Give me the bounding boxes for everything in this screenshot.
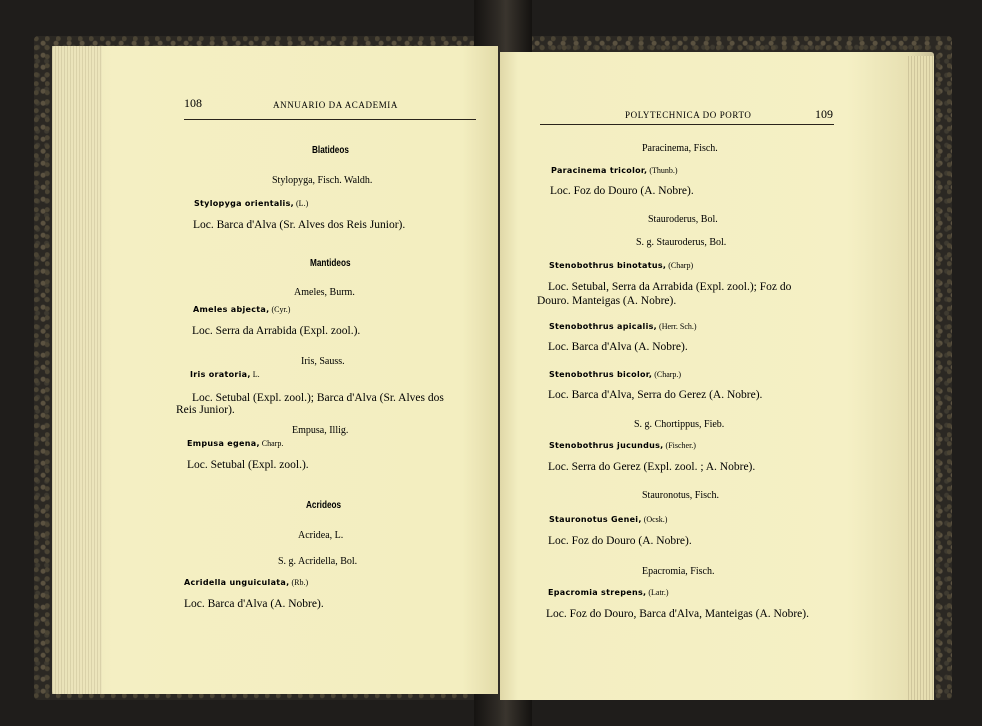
species-entry: [549, 441, 696, 450]
species-author: (Cyr.): [271, 305, 291, 314]
genus-heading: Paracinema, Fisch.: [642, 143, 718, 154]
species-name: Acridella unguiculata,: [184, 578, 290, 587]
species-author: (Charp): [668, 261, 694, 270]
locality-line: Douro. Manteigas (A. Nobre).: [537, 295, 677, 307]
genus-heading: Ameles, Burm.: [294, 287, 355, 298]
genus-heading: Stauroderus, Bol.: [648, 214, 718, 225]
species-author: Charp.: [261, 439, 284, 448]
species-name: Empusa egena,: [187, 439, 260, 448]
species-author: (Fischer.): [665, 441, 696, 450]
family-heading: Blatideos: [312, 145, 349, 156]
genus-heading: Stauronotus, Fisch.: [642, 490, 719, 501]
genus-heading: Empusa, Illig.: [292, 425, 349, 436]
species-author: (Herr. Sch.): [659, 322, 697, 331]
page-number-left: 108: [184, 96, 202, 110]
species-entry: [549, 322, 697, 331]
genus-heading: S. g. Stauroderus, Bol.: [636, 237, 727, 248]
running-head-right: POLYTECHNICA DO PORTO: [625, 110, 752, 120]
species-name: Stenobothrus apicalis,: [549, 322, 658, 331]
species-name: Stenobothrus jucundus,: [549, 441, 664, 450]
running-head-left: ANNUARIO DA ACADEMIA: [273, 100, 399, 110]
locality-line: Loc. Setubal, Serra da Arrabida (Expl. zool.); Foz do: [548, 281, 792, 293]
species-author: (L.): [296, 199, 309, 208]
species-entry: [548, 588, 669, 597]
header-rule-left: [184, 119, 476, 120]
locality-line: Loc. Foz do Douro, Barca d'Alva, Manteigas (A. Nobre).: [546, 608, 809, 620]
genus-heading: S. g. Acridella, Bol.: [278, 556, 358, 567]
genus-heading: Iris, Sauss.: [301, 356, 345, 367]
genus-heading: Stylopyga, Fisch. Waldh.: [272, 175, 373, 186]
locality-line: Loc. Barca d'Alva (A. Nobre).: [184, 598, 324, 610]
species-author: L.: [252, 370, 260, 379]
locality-line: Loc. Barca d'Alva, Serra do Gerez (A. Nobre).: [548, 389, 763, 401]
genus-heading: Acridea, L.: [298, 530, 344, 541]
locality-line: Loc. Setubal (Expl. zool.); Barca d'Alva (Sr. Alves dos: [192, 392, 444, 404]
species-entry: [549, 261, 693, 270]
genus-heading: Epacromia, Fisch.: [642, 566, 715, 577]
species-author: (Ocsk.): [643, 515, 668, 524]
species-entry: [187, 439, 283, 448]
species-name: Epacromia strepens,: [548, 588, 647, 597]
species-author: (Rb.): [291, 578, 309, 587]
species-name: Ameles abjecta,: [193, 305, 270, 314]
locality-line: Loc. Barca d'Alva (Sr. Alves dos Reis Junior).: [193, 219, 406, 231]
species-name: Stenobothrus bicolor,: [549, 370, 653, 379]
species-name: Iris oratoria,: [190, 370, 251, 379]
family-heading: Mantideos: [310, 258, 351, 269]
species-entry: [190, 370, 260, 379]
species-name: Paracinema tricolor,: [551, 166, 648, 175]
species-author: (Thunb.): [649, 166, 678, 175]
species-entry: [549, 515, 667, 524]
locality-line: Loc. Setubal (Expl. zool.).: [187, 459, 309, 471]
family-heading: Acrideos: [306, 500, 342, 511]
right-page-edges: [908, 56, 934, 700]
left-page-edges: [52, 46, 102, 694]
header-rule-right: [540, 124, 834, 125]
locality-line: Loc. Serra do Gerez (Expl. zool. ; A. Nobre).: [548, 461, 756, 473]
species-author: (Charp.): [654, 370, 682, 379]
locality-line: Reis Junior).: [176, 404, 235, 416]
locality-line: Loc. Barca d'Alva (A. Nobre).: [548, 341, 688, 353]
page-number-right: 109: [815, 107, 833, 121]
genus-heading: S. g. Chortippus, Fieb.: [634, 419, 725, 430]
species-name: Stenobothrus binotatus,: [549, 261, 667, 270]
species-name: Stauronotus Genei,: [549, 515, 642, 524]
locality-line: Loc. Serra da Arrabida (Expl. zool.).: [192, 325, 361, 337]
species-entry: [193, 305, 290, 314]
locality-line: Loc. Foz do Douro (A. Nobre).: [550, 185, 694, 197]
species-entry: [184, 578, 308, 587]
species-entry: [194, 199, 308, 208]
locality-line: Loc. Foz do Douro (A. Nobre).: [548, 535, 692, 547]
species-name: Stylopyga orientalis,: [194, 199, 295, 208]
left-page: [52, 46, 498, 694]
species-entry: [551, 166, 678, 175]
species-author: (Latr.): [648, 588, 669, 597]
species-entry: [549, 370, 681, 379]
